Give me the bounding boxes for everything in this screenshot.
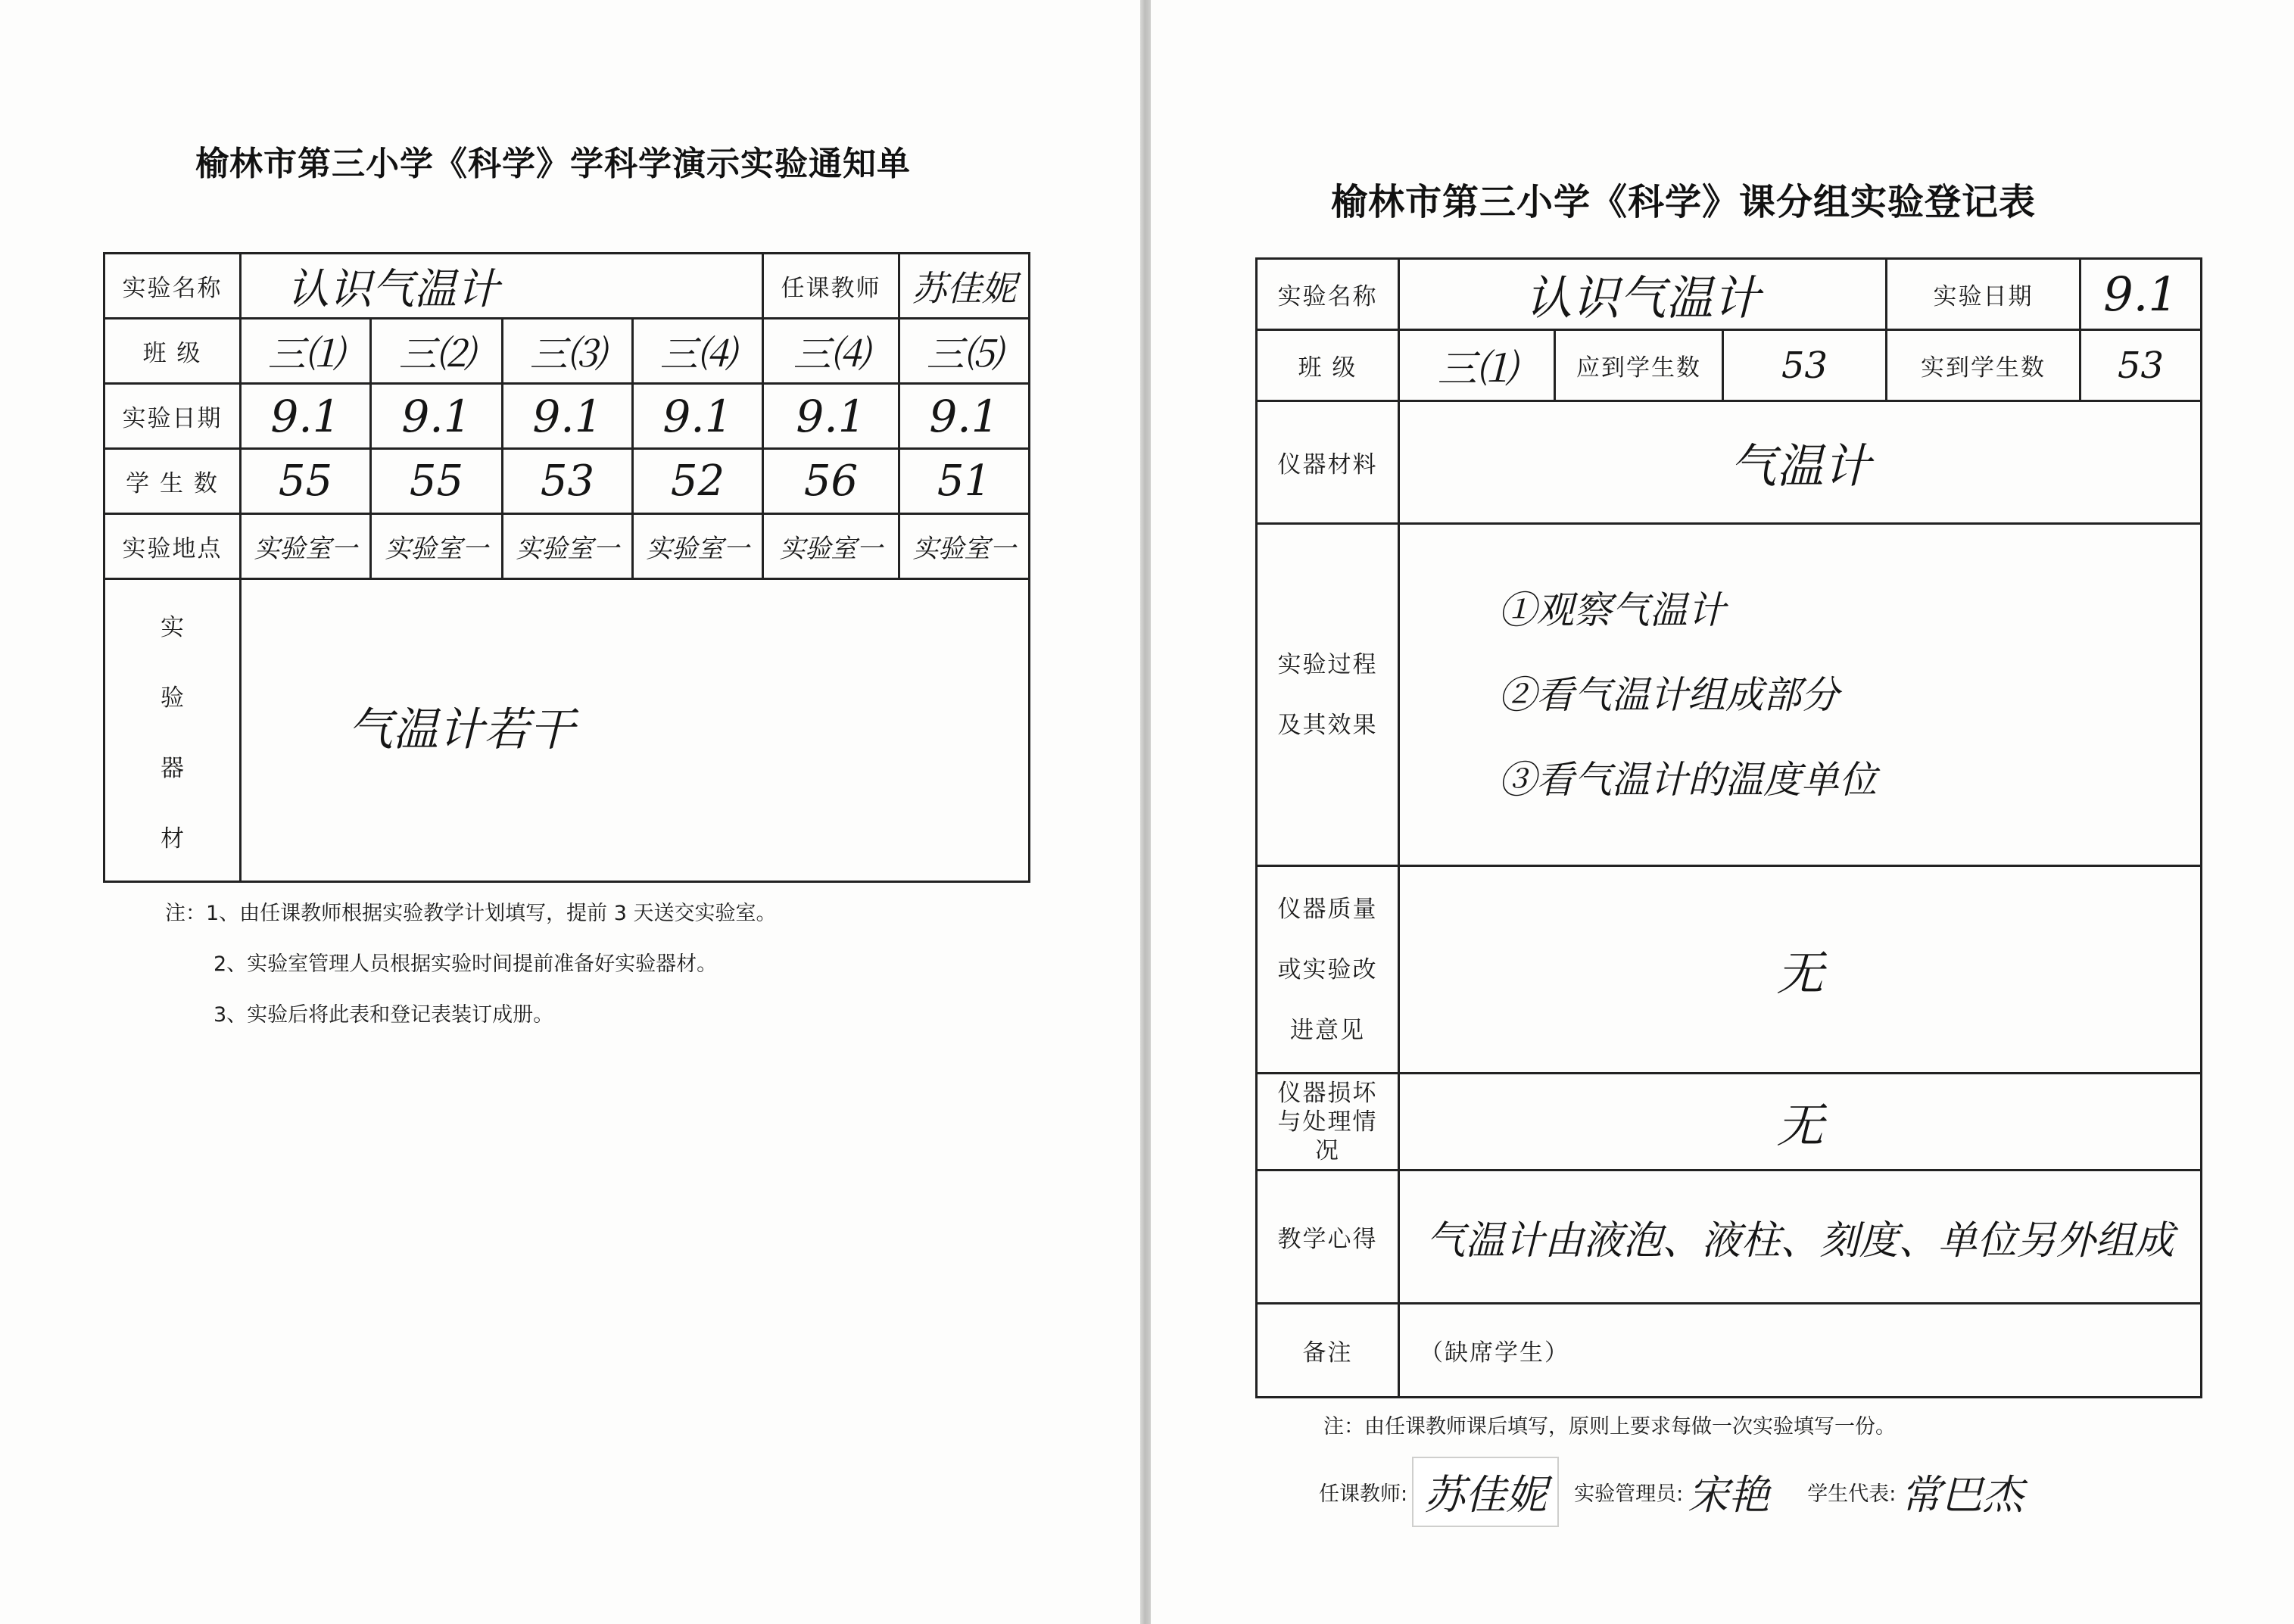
actual-students-value: 53 — [2080, 330, 2202, 401]
experiment-name-value: 认识气温计 — [241, 254, 763, 319]
reflection-value: 气温计由液泡、液柱、刻度、单位另外组成 — [1399, 1170, 2202, 1304]
label-remarks: 备注 — [1257, 1304, 1399, 1398]
label-students: 学 生 数 — [104, 449, 241, 514]
teacher-signature-label: 任课教师: — [1319, 1482, 1408, 1506]
teacher-signature: 苏佳妮 — [1412, 1457, 1559, 1527]
label-experiment-name: 实验名称 — [1257, 259, 1399, 330]
expected-students-value: 53 — [1723, 330, 1887, 401]
label-reflection: 教学心得 — [1257, 1170, 1399, 1304]
process-value — [1399, 524, 2202, 866]
location-cell: 实验室一 — [763, 514, 899, 579]
date-value: 9.1 — [2080, 259, 2202, 330]
class-cell: 三⑷ — [633, 319, 763, 384]
date-cell: 9.1 — [633, 384, 763, 449]
students-cell: 56 — [763, 449, 899, 514]
date-cell: 9.1 — [371, 384, 503, 449]
location-cell: 实验室一 — [633, 514, 763, 579]
notice-note-3: 3、实验后将此表和登记表装订成册。 — [214, 1003, 554, 1027]
label-damage: 仪器损坏 与处理情 况 — [1257, 1074, 1399, 1170]
students-cell: 55 — [241, 449, 371, 514]
process-step: ②看气温计组成部分 — [1498, 672, 1839, 717]
students-cell: 51 — [899, 449, 1030, 514]
damage-value: 无 — [1399, 1074, 2202, 1170]
class-cell: 三⑸ — [899, 319, 1030, 384]
registration-form-table — [1255, 257, 2202, 1398]
class-cell: 三⑶ — [503, 319, 633, 384]
location-cell: 实验室一 — [899, 514, 1030, 579]
class-cell: 三⑵ — [371, 319, 503, 384]
notice-form-title: 榆林市第三小学《科学》学科学演示实验通知单 — [195, 145, 911, 183]
date-cell: 9.1 — [899, 384, 1030, 449]
label-class: 班 级 — [104, 319, 241, 384]
label-materials: 仪器材料 — [1257, 401, 1399, 524]
class-cell: 三⑴ — [241, 319, 371, 384]
registration-note: 注：由任课教师课后填写，原则上要求每做一次实验填写一份。 — [1323, 1415, 1896, 1439]
notice-note-1: 注：1、由任课教师根据实验教学计划填写，提前 3 天送交实验室。 — [165, 902, 777, 925]
date-cell: 9.1 — [763, 384, 899, 449]
admin-signature-label: 实验管理员: — [1574, 1482, 1684, 1506]
label-process: 实验过程 及其效果 — [1257, 524, 1399, 866]
equipment-value: 气温计若干 — [241, 579, 1030, 882]
page-gutter — [1140, 0, 1151, 1624]
label-expected-students: 应到学生数 — [1555, 330, 1723, 401]
process-step: ①观察气温计 — [1498, 588, 1725, 632]
label-actual-students: 实到学生数 — [1887, 330, 2080, 401]
class-cell: 三⑷ — [763, 319, 899, 384]
student-signature: 常巴杰 — [1900, 1471, 2024, 1519]
notice-form-page — [0, 0, 1140, 1624]
label-equipment: 实 验 器 材 — [104, 579, 241, 882]
label-teacher: 任课教师 — [763, 254, 899, 319]
signature-row — [1319, 1457, 2038, 1527]
label-date: 实验日期 — [1887, 259, 2080, 330]
notice-note-2: 2、实验室管理人员根据实验时间提前准备好实验器材。 — [214, 952, 718, 976]
date-cell: 9.1 — [241, 384, 371, 449]
registration-form-title: 榆林市第三小学《科学》课分组实验登记表 — [1331, 181, 2037, 223]
class-value: 三⑴ — [1399, 330, 1555, 401]
admin-signature: 宋艳 — [1688, 1471, 1770, 1519]
students-cell: 53 — [503, 449, 633, 514]
label-location: 实验地点 — [104, 514, 241, 579]
student-signature-label: 学生代表: — [1807, 1482, 1897, 1506]
label-experiment-name: 实验名称 — [104, 254, 241, 319]
label-date: 实验日期 — [104, 384, 241, 449]
label-quality: 仪器质量 或实验改 进意见 — [1257, 866, 1399, 1074]
location-cell: 实验室一 — [241, 514, 371, 579]
remarks-value: （缺席学生） — [1399, 1304, 2202, 1398]
teacher-value: 苏佳妮 — [899, 254, 1030, 319]
process-step: ③看气温计的温度单位 — [1498, 757, 1877, 802]
students-cell: 55 — [371, 449, 503, 514]
registration-form-page — [1151, 0, 2294, 1624]
experiment-name-value: 认识气温计 — [1399, 259, 1887, 330]
students-cell: 52 — [633, 449, 763, 514]
materials-value: 气温计 — [1399, 401, 2202, 524]
location-cell: 实验室一 — [371, 514, 503, 579]
location-cell: 实验室一 — [503, 514, 633, 579]
notice-form-table — [103, 252, 1030, 883]
label-class: 班 级 — [1257, 330, 1399, 401]
quality-value: 无 — [1399, 866, 2202, 1074]
date-cell: 9.1 — [503, 384, 633, 449]
